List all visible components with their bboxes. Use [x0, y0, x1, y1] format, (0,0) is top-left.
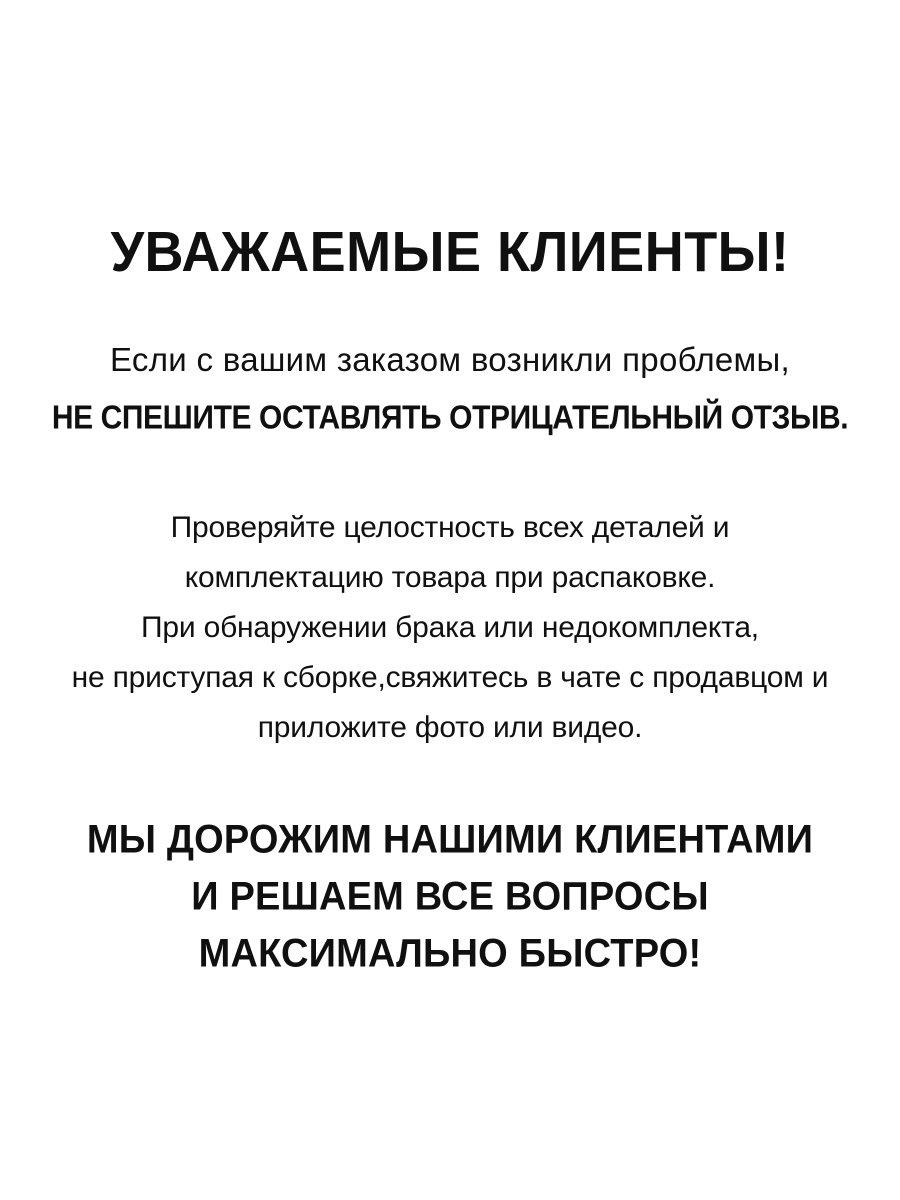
- instructions-line-5: приложите фото или видео.: [257, 711, 643, 744]
- notice-heading: УВАЖАЕМЫЕ КЛИЕНТЫ!: [110, 221, 790, 284]
- closing-line-1: МЫ ДОРОЖИМ НАШИМИ КЛИЕНТАМИ: [86, 817, 814, 863]
- closing-line-2: И РЕШАЕМ ВСЕ ВОПРОСЫ: [191, 874, 709, 920]
- closing-line-3: МАКСИМАЛЬНО БЫСТРО!: [198, 931, 702, 977]
- instructions-line-4: не приступая к сборке,свяжитесь в чате с продавцом и: [71, 661, 829, 694]
- instructions-line-3: При обнаружении брака или недокомплекта,: [141, 611, 759, 644]
- intro-warning-line: НЕ СПЕШИТЕ ОСТАВЛЯТЬ ОТРИЦАТЕЛЬНЫЙ ОТЗЫВ.: [51, 400, 849, 437]
- closing-statement: [0, 812, 900, 983]
- instructions-line-1: Проверяйте целостность всех деталей и: [170, 511, 730, 544]
- instructions-paragraph: [0, 503, 900, 753]
- intro-problem-line: Если с вашим заказом возникли проблемы,: [109, 341, 790, 378]
- instructions-line-2: комплектацию товара при распаковке.: [184, 561, 716, 594]
